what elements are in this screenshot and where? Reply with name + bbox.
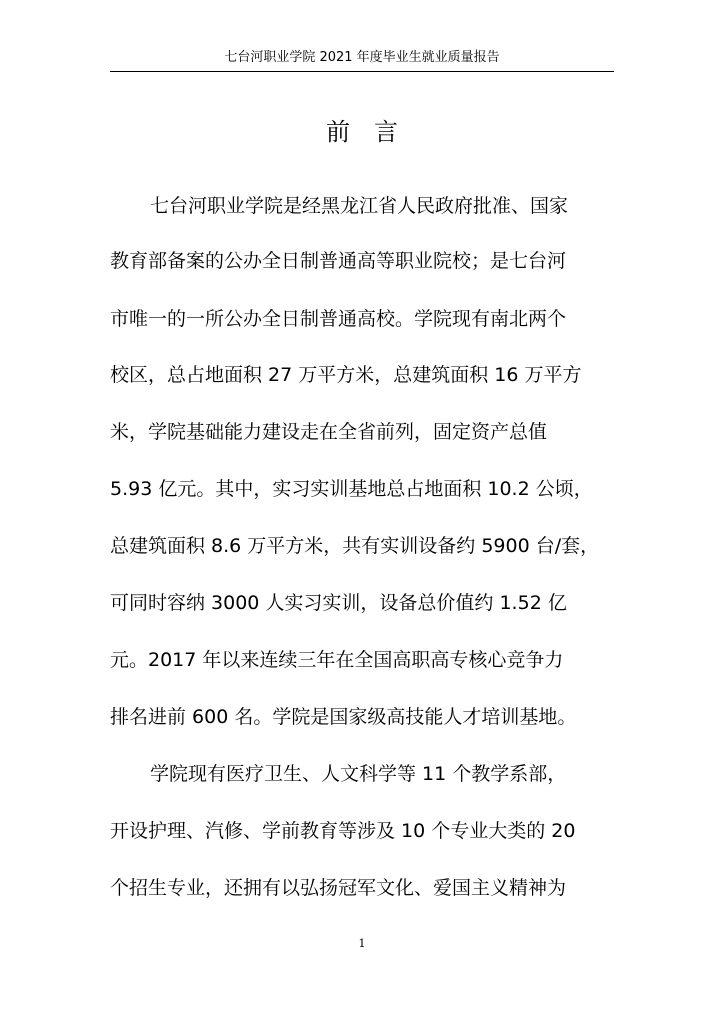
paragraph-1-line-6: 5.93 亿元。其中，实习实训基地总占地面积 10.2 公顷， bbox=[110, 478, 593, 500]
running-header: 七台河职业学院 2021 年度毕业生就业质量报告 bbox=[224, 50, 500, 65]
paragraph-1-line-5: 米，学院基础能力建设走在全省前列，固定资产总值 bbox=[110, 421, 548, 443]
paragraph-1-line-8: 可同时容纳 3000 人实习实训，设备总价值约 1.52 亿 bbox=[110, 592, 567, 614]
paragraph-1-line-1: 七台河职业学院是经黑龙江省人民政府批准、国家 bbox=[150, 195, 569, 217]
paragraph-1-line-2: 教育部备案的公办全日制普通高等职业院校；是七台河 bbox=[110, 250, 567, 272]
paragraph-2-line-1: 学院现有医疗卫生、人文科学等 11 个教学系部， bbox=[150, 763, 567, 785]
paragraph-1-line-7: 总建筑面积 8.6 万平方米，共有实训设备约 5900 台/套， bbox=[110, 535, 600, 557]
paragraph-1-line-4: 校区，总占地面积 27 万平方米，总建筑面积 16 万平方 bbox=[110, 364, 582, 386]
paragraph-2-line-2: 开设护理、汽修、学前教育等涉及 10 个专业大类的 20 bbox=[110, 820, 576, 842]
paragraph-1-line-3: 市唯一的一所公办全日制普通高校。学院现有南北两个 bbox=[110, 308, 567, 330]
paragraph-2-line-3: 个招生专业，还拥有以弘扬冠军文化、爱国主义精神为 bbox=[110, 877, 567, 899]
header-rule bbox=[110, 71, 614, 72]
document-title: 前言 bbox=[326, 118, 422, 146]
page-number: 1 bbox=[358, 937, 366, 950]
paragraph-1-line-10: 排名进前 600 名。学院是国家级高技能人才培训基地。 bbox=[110, 706, 577, 728]
paragraph-1-line-9: 元。2017 年以来连续三年在全国高职高专核心竞争力 bbox=[110, 649, 564, 671]
